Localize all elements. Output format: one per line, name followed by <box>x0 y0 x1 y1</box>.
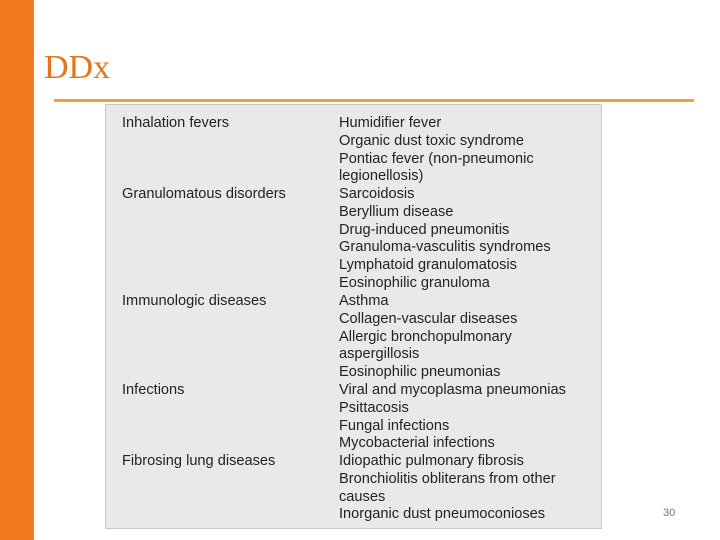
group-item: aspergillosis <box>339 346 420 363</box>
group-item: Pontiac fever (non-pneumonic <box>339 150 534 167</box>
group-item: Granuloma-vasculitis syndromes <box>339 239 551 256</box>
title-underline <box>54 99 694 102</box>
group-category: Fibrosing lung diseases <box>122 453 276 469</box>
group-category: Inhalation fevers <box>122 115 230 131</box>
slide-title: DDx <box>44 49 111 86</box>
group-category: Immunologic diseases <box>122 293 267 309</box>
group-item: Eosinophilic pneumonias <box>339 364 501 381</box>
group-item: Sarcoidosis <box>339 186 415 202</box>
group-item: Allergic bronchopulmonary <box>339 328 512 345</box>
group-item: Idiopathic pulmonary fibrosis <box>339 453 524 469</box>
group-item: legionellosis) <box>339 168 424 185</box>
group-item: Bronchiolitis obliterans from other <box>339 470 556 487</box>
group-item: Mycobacterial infections <box>339 435 495 452</box>
ddx-table <box>105 104 602 529</box>
group-items <box>339 115 534 186</box>
group-category: Granulomatous disorders <box>122 186 286 202</box>
group-item: Asthma <box>339 293 389 309</box>
group-item: Collagen-vascular diseases <box>339 310 518 327</box>
group-items <box>339 186 551 293</box>
group-item: Fungal infections <box>339 417 450 434</box>
group-item: Organic dust toxic syndrome <box>339 132 524 149</box>
group-items <box>339 382 566 453</box>
group-item: causes <box>339 488 386 505</box>
group-item: Eosinophilic granuloma <box>339 274 490 291</box>
group-item: Inorganic dust pneumoconioses <box>339 506 546 523</box>
group-item: Viral and mycoplasma pneumonias <box>339 382 566 398</box>
group-item: Humidifier fever <box>339 115 442 131</box>
group-item: Beryllium disease <box>339 203 454 220</box>
left-accent-bar <box>0 0 34 540</box>
page-number: 30 <box>663 507 676 519</box>
group-item: Drug-induced pneumonitis <box>339 221 510 238</box>
group-items <box>339 293 517 382</box>
group-item: Lymphatoid granulomatosis <box>339 257 517 274</box>
group-item: Psittacosis <box>339 399 409 416</box>
group-items <box>339 453 556 524</box>
group-category: Infections <box>122 382 185 398</box>
